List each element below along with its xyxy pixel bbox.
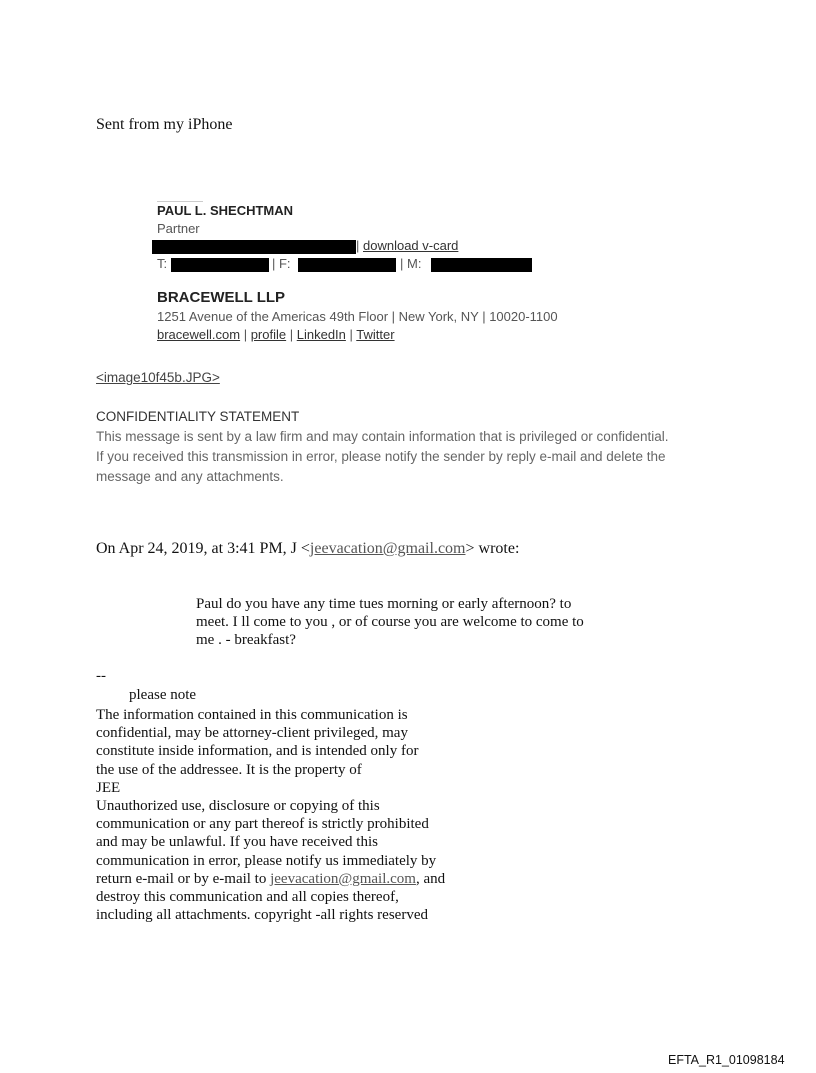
document-id: EFTA_R1_01098184 bbox=[668, 1053, 785, 1067]
profile-link[interactable]: profile bbox=[250, 327, 287, 342]
quote-intro-prefix: On Apr 24, 2019, at 3:41 PM, J < bbox=[96, 540, 310, 557]
phone-label: T: bbox=[157, 256, 168, 271]
footer-email-link[interactable]: jeevacation@gmail.com bbox=[270, 870, 416, 887]
confidentiality-heading: CONFIDENTIALITY STATEMENT bbox=[96, 409, 300, 424]
redaction-block bbox=[152, 240, 356, 254]
twitter-link[interactable]: Twitter bbox=[356, 327, 395, 342]
footer-line: and may be unlawful. If you have received this bbox=[96, 834, 378, 851]
vcard-separator: | bbox=[356, 238, 363, 253]
sent-from-line: Sent from my iPhone bbox=[96, 116, 233, 133]
sender-email-link[interactable]: jeevacation@gmail.com bbox=[309, 540, 466, 557]
signature-title: Partner bbox=[157, 221, 200, 236]
fax-label: | F: bbox=[272, 256, 291, 271]
signature-divider bbox=[157, 201, 203, 202]
image-attachment-link[interactable]: <image10f45b.JPG> bbox=[96, 370, 220, 385]
footer-line bbox=[96, 870, 445, 888]
footer-line: The information contained in this communication is bbox=[96, 707, 408, 723]
redaction-block bbox=[171, 258, 269, 272]
link-separator: | bbox=[345, 327, 357, 342]
linkedin-link[interactable]: LinkedIn bbox=[296, 327, 346, 342]
firm-address: 1251 Avenue of the Americas 49th Floor | New York, NY | 10020-1100 bbox=[157, 309, 558, 324]
footer-line: JEE bbox=[96, 779, 121, 796]
confidentiality-text: message and any attachments. bbox=[96, 469, 284, 484]
vcard-line bbox=[356, 238, 458, 253]
signature-name: PAUL L. SHECHTMAN bbox=[157, 203, 294, 218]
footer-line: destroy this communication and all copies thereof, bbox=[96, 889, 399, 906]
footer-line: the use of the addressee. It is the property of bbox=[96, 761, 362, 778]
signature-links bbox=[157, 327, 395, 342]
mobile-label: | M: bbox=[400, 256, 422, 271]
confidentiality-text: This message is sent by a law firm and may contain information that is privileged or confidential. bbox=[96, 429, 669, 444]
quoted-body-line: me . - breakfast? bbox=[196, 632, 296, 648]
quoted-body-line: meet. I ll come to you , or of course you are welcome to come to bbox=[196, 614, 584, 630]
firm-name: BRACEWELL LLP bbox=[157, 289, 286, 306]
footer-line: including all attachments. copyright -all rights reserved bbox=[96, 907, 428, 924]
footer-line: Unauthorized use, disclosure or copying of this bbox=[96, 798, 380, 815]
footer-dashes: -- bbox=[96, 668, 106, 684]
website-link[interactable]: bracewell.com bbox=[157, 327, 241, 342]
redaction-block bbox=[298, 258, 396, 272]
footer-line: communication or any part thereof is strictly prohibited bbox=[96, 816, 429, 833]
redaction-block bbox=[431, 258, 532, 272]
footer-return-prefix: return e-mail or by e-mail to bbox=[96, 870, 271, 887]
quoted-body-line: Paul do you have any time tues morning or early afternoon? to bbox=[196, 596, 572, 612]
link-separator: | bbox=[240, 327, 251, 342]
footer-disclaimer bbox=[96, 706, 445, 924]
footer-line: constitute inside information, and is intended only for bbox=[96, 743, 419, 760]
link-separator: | bbox=[286, 327, 297, 342]
footer-return-suffix: , and bbox=[415, 870, 446, 887]
quote-intro-suffix: > wrote: bbox=[465, 540, 520, 557]
footer-please-note: please note bbox=[129, 687, 197, 703]
footer-line: communication in error, please notify us immediately by bbox=[96, 852, 437, 869]
quote-intro bbox=[96, 540, 519, 558]
download-vcard-link[interactable]: download v-card bbox=[363, 238, 459, 253]
confidentiality-text: If you received this transmission in error, please notify the sender by reply e-mail and delete the bbox=[96, 449, 666, 464]
footer-line: confidential, may be attorney-client privileged, may bbox=[96, 725, 408, 742]
